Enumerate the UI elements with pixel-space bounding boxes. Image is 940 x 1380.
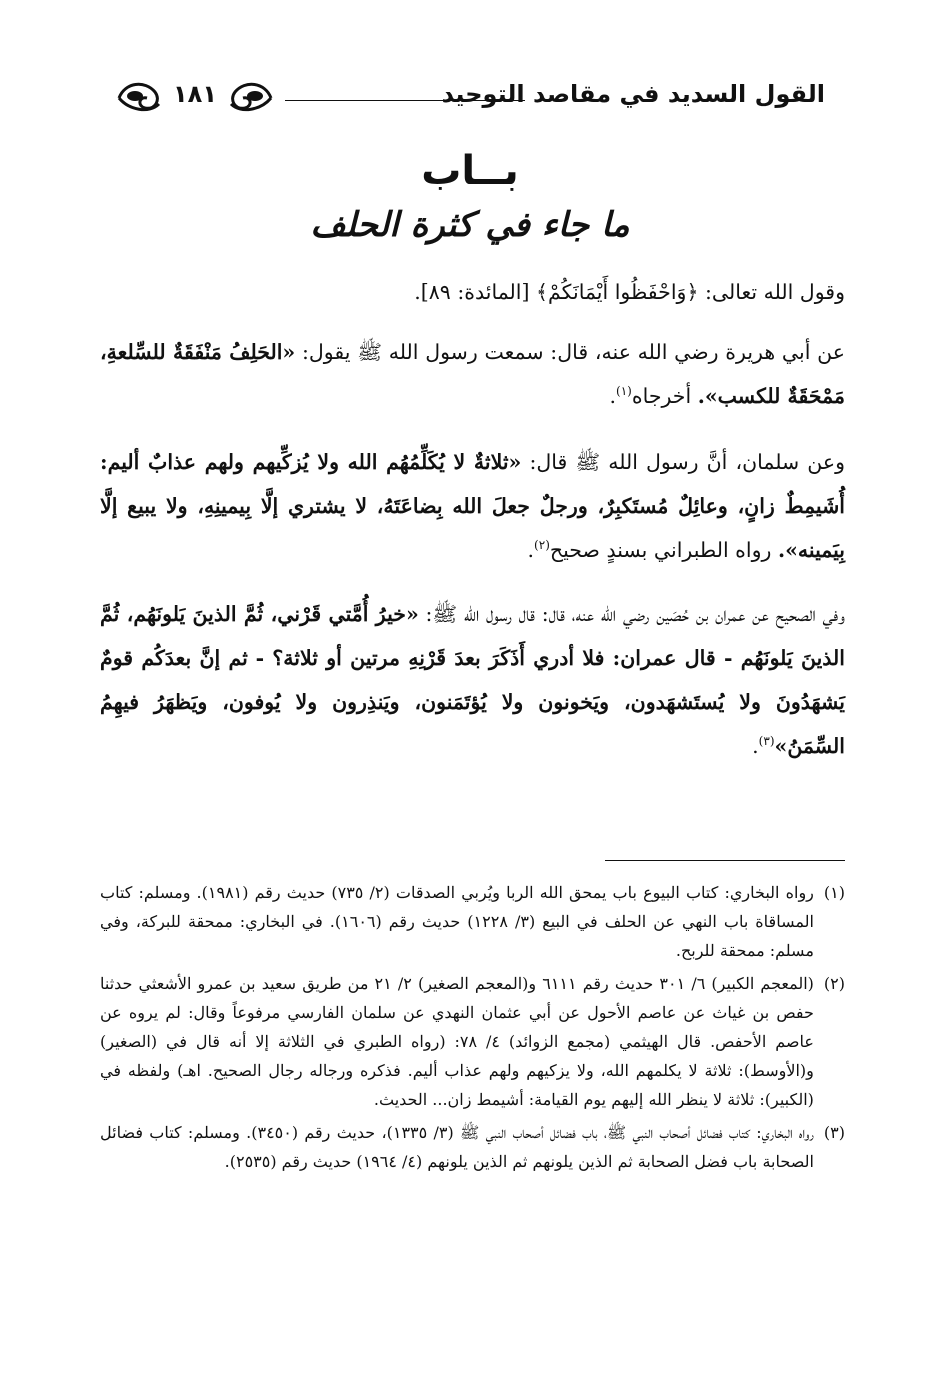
narration-intro: وفي الصحيح عن عمران بن حُصَين رضي الله عنه، قال: قال رسول الله ﷺ: [425,602,845,626]
footnote-number: (٣) [823,1123,845,1142]
quran-verse: وقول الله تعالى: ﴿وَاحْفَظُوا أَيْمَانَكُمْ﴾ [المائدة: ٨٩]. [414,280,845,304]
header-rule [285,100,525,101]
footnote-ref-3[interactable]: (٣) [758,734,775,749]
narration-source: رواه الطبراني بسندٍ صحيح [549,538,772,562]
narration-source: أخرجاه [631,384,692,408]
footnote-1 [100,878,845,965]
footnote-number: (١) [823,883,845,902]
footnotes [100,878,845,1180]
footnote-2 [100,969,845,1114]
footnote-ref-1[interactable]: (١) [616,384,632,399]
footnote-text: (المعجم الكبير) ٦/ ٣٠١ حديث رقم ٦١١١ و(المعجم الصغير) ٢/ ٢١ من طريق سعيد بن عمرو الأشعثي حدثنا حفص بن غياث عن عاصم الأحول عن أبي عثمان النهدي عن سلمان الفارسي مرفوعاً وقال: لم يروه عن عاصم الأحفص. قال الهيثمي (مجمع الزوائد) ٤/ ٧٨: (رواه الطبري في الثلاثة إلا أنه قال في (الصغير) و(الأوسط): ثلاثة لا يكلمهم الله، ولا يزكيهم ولهم عذاب أليم. فذكره ورجاله رجال الصحيح. اهـ) ولفظه في (الكبير): ثلاثة لا ينظر الله إليهم يوم القيامة: أشيمط زان... الحديث. [100,974,814,1109]
hadith-text-part-b: ثم إنَّ بعدَكُم قومٌ يَشهَدُونَ ولا يُستَشهَدون، ويَخونون ولا يُؤتَمَنون، ويَنذِرون ولا يُوفون، ويَظهَرُ فيهِمُ السِّمَنُ» [100,646,845,758]
paragraph-abu-hurairah: عن أبي هريرة رضي الله عنه، قال: سمعت رسول الله ﷺ يقول: «الحَلِفُ مَنْفَقَةٌ للسِّلعةِ، مَمْحَقَةٌ للكسب». أخرجاه$^{(١)}$. [100,340,845,408]
hadith-text: «الحَلِفُ مَنْفَقَةٌ للسِّلعةِ، مَمْحَقَةٌ للكسب». [100,340,845,408]
quran-verse-paragraph [100,270,845,314]
page-number: ١٨١ [173,80,217,108]
narration-intro: عن أبي هريرة رضي الله عنه، قال: سمعت رسول الله ﷺ يقول: [302,340,845,364]
page-number-ornament [115,74,275,118]
paragraph-imran: وفي الصحيح عن عمران بن حُصَين رضي الله عنه، قال: قال رسول الله ﷺ: «خيرُ أُمَّتي قَرْني، ثُمَّ الذينَ يَلونَهُم، ثُمَّ الذينَ يَلونَهُم - قال عمران: فلا أدري أَذَكَرَ بعدَ قَرْنِهِ مرتين أو ثلاثة؟ - ثم إنَّ بعدَكُم قومٌ يَشهَدُونَ ولا يُستَشهَدون، ويَخونون ولا يُؤتَمَنون، ويَنذِرون ولا يُوفون، ويَظهَرُ فيهِمُ السِّمَنُ»$^{(٣)}$. [100,602,845,758]
footnote-text: رواه البخاري: كتاب فضائل أصحاب النبي ﷺ، باب فضائل أصحاب النبي ﷺ (٣/ ١٣٣٥)، حديث رقم (٣٤٥٠). ومسلم: كتاب فضائل الصحابة باب فضل الصحابة ثم الذين يلونهم ثم الذين يلونهم (٤/ ١٩٦٤) حديث رقم (٢٥٣٥). [100,1123,814,1171]
footnote-number: (٢) [823,974,845,993]
chapter-title: ما جاء في كثرة الحلف [310,205,630,245]
footnote-separator [605,860,845,861]
book-title: القول السديد في مقاصد التوحيد [441,80,825,108]
hadith-text-part-a: «خيرُ أُمَّتي قَرْني، ثُمَّ الذينَ يَلونَهُم، ثُمَّ الذينَ يَلونَهُم - قال عمران: فلا أدري أَذَكَرَ بعدَ قَرْنِهِ مرتين أو ثلاثة؟ - [100,602,845,670]
hadith-text: «ثلاثةٌ لا يُكَلِّمُهُم الله ولا يُزكِّيهم ولهم عذابٌ أليم: أُشَيمِطٌ زانٍ، وعائِلٌ مُستَكبِرٌ، ورجلٌ جعلَ الله بِضاعَتَهُ، لا يشتري إلَّا بِيمينِهِ، ولا يبيع إلَّا بِيَمينه». [100,450,845,562]
footnote-ref-2[interactable]: (٢) [534,538,550,553]
chapter-label: بــاب [421,148,519,194]
footnote-3 [100,1118,845,1176]
footnote-text: رواه البخاري: كتاب البيوع باب يمحق الله الربا ويُربي الصدقات (٢/ ٧٣٥) حديث رقم (١٩٨١). ومسلم: كتاب المساقاة باب النهي عن الحلف في البيع (٣/ ١٢٢٨) حديث رقم (١٦٠٦). في البخاري: ممحقة للبركة، وفي مسلم: ممحقة للربح. [100,883,814,960]
narration-intro: وعن سلمان، أنَّ رسول الله ﷺ قال: [529,450,845,474]
paragraph-salman: وعن سلمان، أنَّ رسول الله ﷺ قال: «ثلاثةٌ لا يُكَلِّمُهُم الله ولا يُزكِّيهم ولهم عذابٌ أليم: أُشَيمِطٌ زانٍ، وعائِلٌ مُستَكبِرٌ، ورجلٌ جعلَ الله بِضاعَتَهُ، لا يشتري إلَّا بِيمينِهِ، ولا يبيع إلَّا بِيَمينه». رواه الطبراني بسندٍ صحيح$^{(٢)}$. [100,450,845,562]
running-header [95,70,825,130]
